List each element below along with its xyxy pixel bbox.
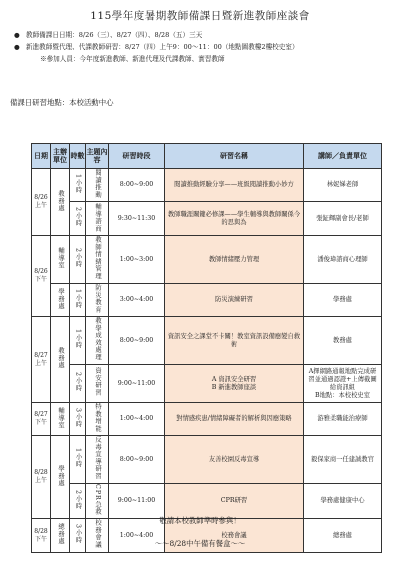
cell-time: 8:00~9:00 [109, 169, 165, 202]
cell-hours: 2小時 [70, 484, 86, 519]
cell-speaker: 張鉦輝副會長/老師 [304, 202, 382, 236]
cell-theme: 教學成效處理 [86, 317, 109, 365]
cell-time: 1:00~4:00 [109, 519, 165, 552]
cell-speaker: 游雅柔職能治療師 [304, 403, 382, 436]
cell-hours: 3小時 [70, 519, 86, 552]
cell-theme: 防災教育 [86, 284, 109, 317]
table-row [32, 317, 382, 365]
notes [14, 29, 299, 65]
cell-date: 8/26上午 [32, 169, 51, 236]
cell-hours: 3小時 [70, 403, 86, 436]
cell-name: CPR研習 [165, 484, 304, 519]
cell-theme: 教師情緒管理 [86, 236, 109, 284]
cell-hours: 2小時 [70, 236, 86, 284]
header-unit: 主辦單位 [51, 144, 70, 169]
cell-name: 教師情緒壓力管理 [165, 236, 304, 284]
cell-date: 8/28下午 [32, 519, 51, 552]
cell-name: 資訊安全之課堂不卡關！教室資訊設備應變自救術 [165, 317, 304, 365]
cell-name: A 資訊安全研習 B 新進教師座談 [165, 365, 304, 403]
cell-name: 友善校園反毒宣導 [165, 436, 304, 484]
cell-speaker: 總務處 [304, 519, 382, 552]
cell-speaker: 潘俊瑋諮商心理師 [304, 236, 382, 284]
schedule-table [31, 143, 382, 553]
cell-time: 3:00~4:00 [109, 284, 165, 317]
cell-date: 8/26下午 [32, 236, 51, 317]
cell-theme: CPR急救 [86, 484, 109, 519]
cell-speaker: 林妮娣老師 [304, 169, 382, 202]
cell-theme: 特教增能 [86, 403, 109, 436]
cell-time: 8:00~9:00 [109, 317, 165, 365]
cell-unit: 學務處 [51, 436, 70, 519]
table-row [32, 436, 382, 484]
table-row [32, 365, 382, 403]
note-sub: ※參加人員：今年度新進教師、新進代理及代課教師、實習教師 [40, 55, 225, 63]
footer-lunch: ～～8/28中午備有餐盒～～ [154, 539, 246, 548]
cell-theme: 資安研習 [86, 365, 109, 403]
table-row [32, 236, 382, 284]
cell-unit: 教務處 [51, 169, 70, 236]
cell-hours: 2小時 [70, 202, 86, 236]
header-speaker: 講師／負責單位 [304, 144, 382, 169]
header-theme: 主題內容 [86, 144, 109, 169]
header-time: 研習時段 [109, 144, 165, 169]
cell-unit: 輔導室 [51, 236, 70, 284]
table-row [32, 403, 382, 436]
table-header-row [32, 144, 382, 169]
cell-theme: 反毒宣導研習 [86, 436, 109, 484]
cell-date: 8/27上午 [32, 317, 51, 403]
cell-hours: 1小時 [70, 317, 86, 365]
cell-time: 9:00~11:00 [109, 365, 165, 403]
table-row [32, 484, 382, 519]
cell-name: 對情感疾患/情緒障礙者的解析與因應策略 [165, 403, 304, 436]
table-row [32, 169, 382, 202]
cell-hours: 1小時 [70, 169, 86, 202]
cell-time: 8:00~9:00 [109, 436, 165, 484]
cell-name: 教師職涯關鍵必修課——學生輔導與教師關係今的思與為 [165, 202, 304, 236]
header-hours: 時數 [70, 144, 86, 169]
header-date: 日期 [32, 144, 51, 169]
cell-time: 1:00~3:00 [109, 236, 165, 284]
cell-hours: 1小時 [70, 436, 86, 484]
venue-line: 備課日研習地點：本校活動中心 [10, 98, 114, 107]
cell-unit: 教務處 [51, 317, 70, 403]
note-item-2: ● 新進教師暨代理、代課教師研習：8/27（四）上午9：00～11：00（地點圖教樓2樓校史室） [14, 43, 299, 51]
table-row [32, 284, 382, 317]
cell-unit: 總務處 [51, 519, 70, 552]
cell-name: 防災演練研習 [165, 284, 304, 317]
cell-speaker: 毅保家商一任建誠教官 [304, 436, 382, 484]
cell-name: 校務會議 [165, 519, 304, 552]
cell-name: 閱讀推動經驗分享——班級閱讀推動小妙方 [165, 169, 304, 202]
cell-speaker: 學務處 [304, 284, 382, 317]
footer-reminder: 敬請本校教師準時參與！ [159, 516, 241, 525]
cell-unit: 學務處 [51, 284, 70, 317]
note-item-1: ● 教師備課日日期：8/26（三）、8/27（四）、8/28（五）三天 [14, 31, 203, 39]
cell-unit: 輔導室 [51, 403, 70, 436]
cell-time: 1:00~4:00 [109, 403, 165, 436]
cell-date: 8/27下午 [32, 403, 51, 436]
cell-time: 9:00~11:00 [109, 484, 165, 519]
cell-theme: 校務會議 [86, 519, 109, 552]
table-row [32, 202, 382, 236]
cell-speaker: 學務處健康中心 [304, 484, 382, 519]
cell-hours: 1小時 [70, 284, 86, 317]
cell-theme: 閱讀推動 [86, 169, 109, 202]
cell-time: 9:30~11:30 [109, 202, 165, 236]
page-title: 115學年度暑期教師備課日暨新進教師座談會 [90, 10, 310, 22]
cell-theme: 輔導諮商 [86, 202, 109, 236]
header-name: 研習名稱 [165, 144, 304, 169]
cell-hours: 2小時 [70, 365, 86, 403]
cell-speaker: A擇網路通報地點完成研習並通過認證+上傳截圖給資訊組 B地點：本校校史室 [304, 365, 382, 403]
cell-speaker: 教務處 [304, 317, 382, 365]
cell-date: 8/28上午 [32, 436, 51, 519]
